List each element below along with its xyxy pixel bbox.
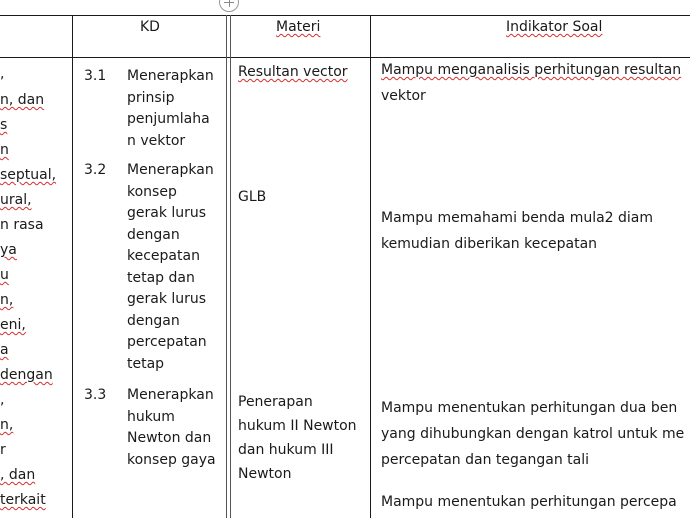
left-fragment: u <box>0 267 9 283</box>
column-border-materi-right <box>370 15 371 518</box>
kd-description <box>127 385 216 471</box>
materi-line: dan hukum III <box>238 442 334 458</box>
materi-line: Penerapan <box>238 394 313 410</box>
materi-text: GLB <box>238 189 267 205</box>
left-fragment: n <box>0 142 9 158</box>
left-fragment: s <box>0 117 8 133</box>
materi-line: Newton <box>238 466 292 482</box>
left-fragment: dengan <box>0 367 53 383</box>
materi-text <box>238 390 357 486</box>
indikator-text: vektor <box>381 88 426 104</box>
kd-line: prinsip <box>127 89 175 106</box>
kd-line: dengan <box>127 226 180 243</box>
kd-line: Menerapkan <box>127 68 214 84</box>
kd-line: gerak lurus <box>127 291 207 307</box>
indikator-text: kemudian diberikan kecepatan <box>381 236 598 252</box>
left-fragment: , <box>0 392 5 408</box>
kd-line: konsep <box>127 183 177 200</box>
left-fragment: a <box>0 342 9 358</box>
kd-line: konsep gaya <box>127 451 216 468</box>
kd-line: dengan <box>127 312 180 329</box>
kd-description <box>127 160 214 375</box>
kd-line: hukum <box>127 408 175 425</box>
kd-number: 3.3 <box>84 387 107 403</box>
column-border-kd-left <box>226 15 227 518</box>
kd-line: gerak lurus <box>127 205 207 221</box>
kd-line: tetap dan <box>127 269 195 286</box>
left-fragment: ya <box>0 242 17 258</box>
table-top-border <box>0 15 690 16</box>
indikator-text: Mampu menganalisis perhitungan resultan <box>381 62 682 78</box>
materi-text: Resultan vector <box>238 64 348 80</box>
indikator-text: yang dihubungkan dengan katrol untuk me <box>381 426 685 442</box>
materi-line: hukum II Newton <box>238 418 357 434</box>
header-kd: KD <box>140 19 160 35</box>
kd-line: n vektor <box>127 132 186 149</box>
left-fragment: n rasa <box>0 217 44 233</box>
left-fragment: ural, <box>0 192 32 208</box>
left-fragment: r <box>0 442 6 458</box>
left-fragment: terkait <box>0 492 46 508</box>
column-border-kd-right <box>230 15 231 518</box>
indikator-text: Mampu menentukan perhitungan dua ben <box>381 400 678 416</box>
left-fragment: n, dan <box>0 92 45 108</box>
left-fragment: n, <box>0 417 14 433</box>
indikator-text: percepatan dan tegangan tali <box>381 452 589 468</box>
left-fragment: , dan <box>0 467 36 483</box>
left-fragment: septual, <box>0 167 57 183</box>
kd-description <box>127 66 214 152</box>
kd-line: penjumlaha <box>127 111 210 127</box>
table-move-handle-icon[interactable] <box>219 0 239 12</box>
indikator-text: Mampu memahami benda mula2 diam <box>381 210 654 226</box>
left-fragment: n, <box>0 292 14 308</box>
column-border-left <box>72 15 73 518</box>
kd-line: percepatan <box>127 334 207 350</box>
kd-number: 3.1 <box>84 68 107 84</box>
header-indikator: Indikator Soal <box>506 19 603 35</box>
kd-line: Menerapkan <box>127 162 214 178</box>
left-fragment: eni, <box>0 317 26 333</box>
kd-line: kecepatan <box>127 248 200 264</box>
header-materi: Materi <box>276 19 321 35</box>
kd-number: 3.2 <box>84 162 107 178</box>
kd-line: Menerapkan <box>127 387 214 403</box>
left-fragment: , <box>0 66 5 82</box>
kd-line: Newton dan <box>127 430 212 446</box>
kd-line: tetap <box>127 355 165 372</box>
indikator-text: Mampu menentukan perhitungan percepa <box>381 494 677 510</box>
header-bottom-border <box>0 57 690 58</box>
